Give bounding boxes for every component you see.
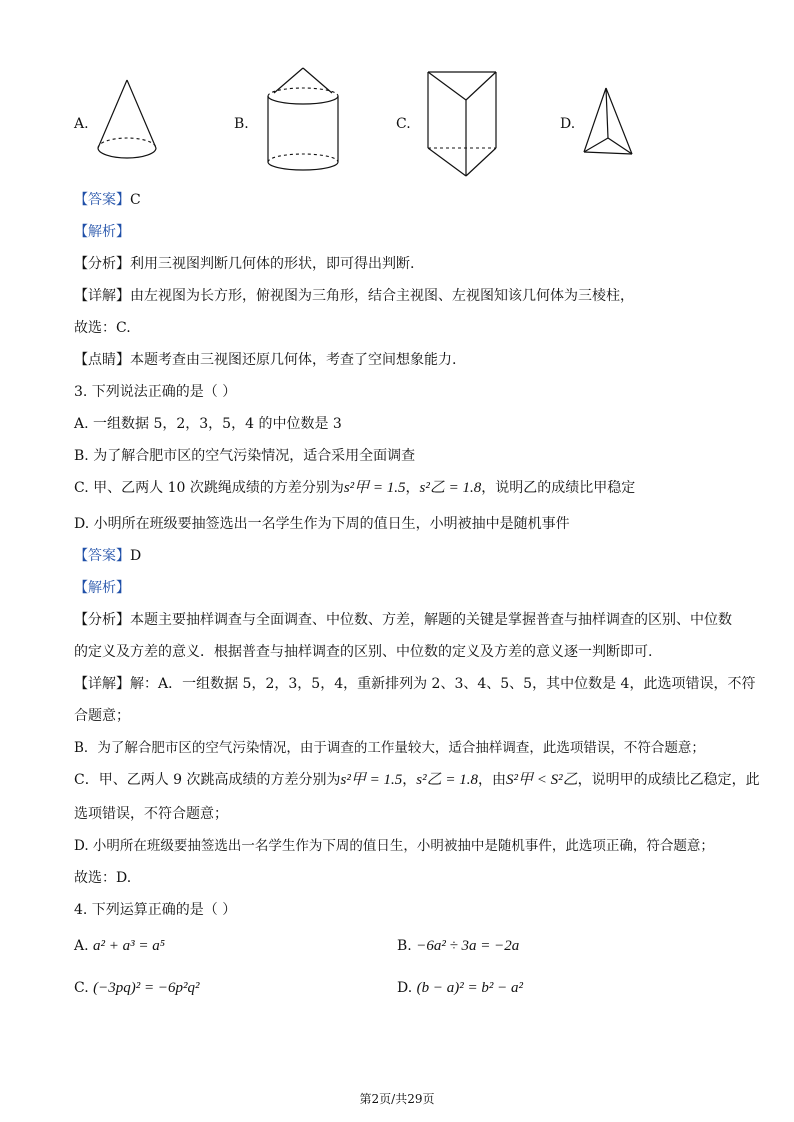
q4-a-label: A. <box>74 938 89 954</box>
fenxi-tag: 【分析】 <box>74 612 130 628</box>
q4-d-expr: (b − a)² = b² − a² <box>416 980 523 996</box>
xiangjie-text: 解：A．一组数据 5，2，3，5，4，重新排列为 2、3、4、5、5，其中位数是 4，此选项错误，不符 <box>130 676 756 692</box>
answer-tag: 【答案】 <box>74 548 130 564</box>
cone-figure <box>92 78 162 162</box>
dianjing-tag: 【点睛】 <box>74 352 130 368</box>
q4-option-c <box>74 978 199 998</box>
option-c-label: C. <box>396 116 411 132</box>
q3-analysis-tag: 【解析】 <box>74 580 130 596</box>
q3-option-b: B. 为了解合肥市区的空气污染情况，适合采用全面调查 <box>74 448 416 464</box>
q2-dianjing <box>74 350 456 370</box>
q3-xiangjie-c-2: 选项错误，不符合题意； <box>74 806 228 822</box>
q3-fenxi-1 <box>74 610 732 630</box>
q3-xiangjie-d: D. 小明所在班级要抽签选出一名学生作为下周的值日生，小明被抽中是随机事件，此选项正确，符合题意； <box>74 838 714 854</box>
q2-answer <box>74 190 141 210</box>
dianjing-text: 本题考查由三视图还原几何体，考查了空间想象能力. <box>130 352 457 368</box>
q3-c-post: ，说明乙的成绩比甲稳定 <box>481 480 636 496</box>
q3-xc-math3: S²甲 < S²乙 <box>505 772 578 788</box>
q3-xc-math1: s²甲 = 1.5 <box>340 772 403 788</box>
q4-option-a <box>74 936 165 956</box>
answer-value: C <box>130 192 141 208</box>
q2-xiangjie <box>74 286 634 306</box>
xiangjie-text: 由左视图为长方形，俯视图为三角形，结合主视图、左视图知该几何体为三棱柱， <box>130 288 634 304</box>
q3-stem: 3. 下列说法正确的是（ ） <box>74 384 237 400</box>
q3-c-math1: s²甲 = 1.5 <box>343 480 406 496</box>
q3-xiangjie-b: B．为了解合肥市区的空气污染情况，由于调查的工作量较大，适合抽样调查，此选项错误，不符合题意； <box>74 740 705 756</box>
option-a-label: A. <box>74 116 89 132</box>
answer-tag: 【答案】 <box>74 192 130 208</box>
option-b-label: B. <box>234 116 249 132</box>
q4-option-d <box>397 978 523 998</box>
q3-fenxi-2: 的定义及方差的意义．根据普查与抽样调查的区别、中位数的定义及方差的意义逐一判断即可. <box>74 644 653 660</box>
q4-c-label: C. <box>74 980 89 996</box>
q3-c-pre: C. 甲、乙两人 10 次跳绳成绩的方差分别为 <box>74 480 344 496</box>
option-d-label: D. <box>560 116 576 132</box>
q3-xiangjie-1 <box>74 674 755 694</box>
q3-xc-post: ，说明甲的成绩比乙稳定，此 <box>577 772 760 788</box>
q3-xc-mid: ，由 <box>477 772 506 788</box>
q4-option-b <box>397 936 519 956</box>
figure-options-row <box>0 60 794 170</box>
q2-guxuan: 故选：C. <box>74 320 131 336</box>
q4-stem: 4. 下列运算正确的是（ ） <box>74 902 237 918</box>
q3-xiangjie-c: C．甲、乙两人 9 次跳高成绩的方差分别为s²甲 = 1.5，s²乙 = 1.8，由S²甲 < S²乙，说明甲的成绩比乙稳定，此 <box>74 772 760 788</box>
q2-analysis-tag: 【解析】 <box>74 224 130 240</box>
xiangjie-tag: 【详解】 <box>74 676 130 692</box>
q4-b-expr: −6a² ÷ 3a = −2a <box>416 938 520 954</box>
q3-answer <box>74 546 141 566</box>
q3-option-a: A. 一组数据 5，2，3，5，4 的中位数是 3 <box>74 416 342 432</box>
xiangjie-tag: 【详解】 <box>74 288 130 304</box>
q3-option-c: C. 甲、乙两人 10 次跳绳成绩的方差分别为s²甲 = 1.5，s²乙 = 1.8，说明乙的成绩比甲稳定 <box>74 480 636 496</box>
fenxi-text: 利用三视图判断几何体的形状，即可得出判断. <box>130 256 415 272</box>
triangular-prism-figure <box>422 68 502 180</box>
fenxi-text: 本题主要抽样调查与全面调查、中位数、方差，解题的关键是掌握普查与抽样调查的区别、中位数 <box>130 612 732 628</box>
q4-a-expr: a² + a³ = a⁵ <box>93 938 165 954</box>
q3-xc-pre: C．甲、乙两人 9 次跳高成绩的方差分别为 <box>74 772 341 788</box>
fenxi-tag: 【分析】 <box>74 256 130 272</box>
q3-guxuan: 故选：D. <box>74 870 132 886</box>
q3-xiangjie-2: 合题意； <box>74 708 130 724</box>
triangular-pyramid-figure <box>580 84 640 160</box>
q4-b-label: B. <box>397 938 412 954</box>
answer-value: D <box>130 548 142 564</box>
q3-c-math2: s²乙 = 1.8 <box>419 480 482 496</box>
q4-c-expr: (−3pq)² = −6p²q² <box>93 980 200 996</box>
page-footer: 第2页/共29页 <box>359 1092 435 1106</box>
q3-xc-math2: s²乙 = 1.8 <box>416 772 478 788</box>
q4-d-label: D. <box>397 980 413 996</box>
cylinder-with-cone-figure <box>262 66 344 176</box>
q2-fenxi <box>74 254 414 274</box>
q3-option-d: D. 小明所在班级要抽签选出一名学生作为下周的值日生，小明被抽中是随机事件 <box>74 516 570 532</box>
